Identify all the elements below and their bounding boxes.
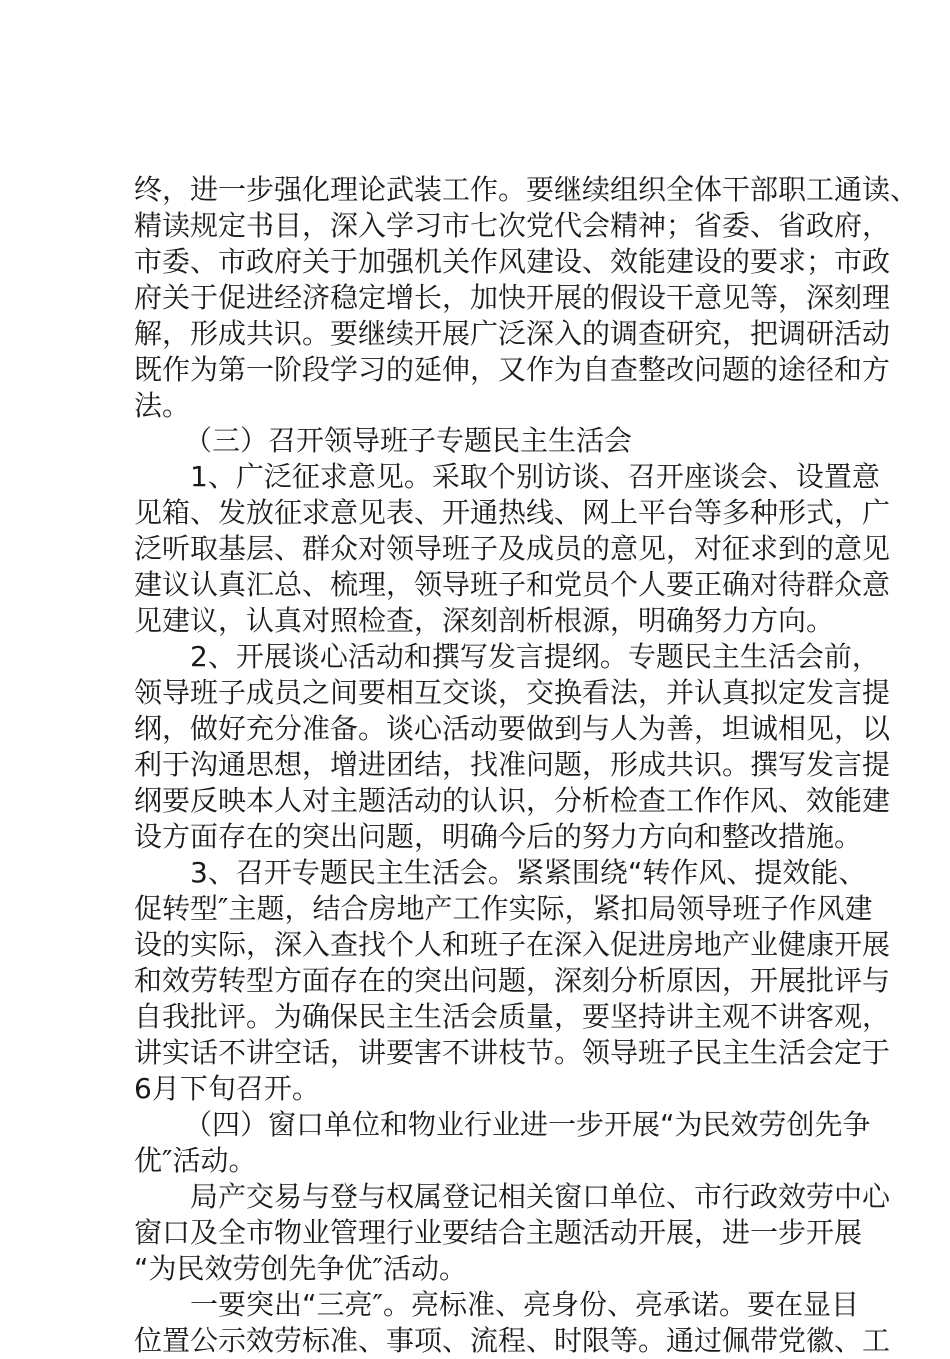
paragraph-line: 解，形成共识。要继续开展广泛深入的调查研究，把调研活动 (134, 317, 891, 350)
paragraph-line: 既作为第一阶段学习的延伸，又作为自查整改问题的途径和方 (134, 353, 891, 386)
paragraph-line: 讲实话不讲空话，讲要害不讲枝节。领导班子民主生活会定于 (134, 1036, 891, 1069)
paragraph-line: 位置公示效劳标准、事项、流程、时限等。通过佩带党徽、工 (134, 1324, 891, 1357)
paragraph-line: 6月下旬召开。 (134, 1072, 320, 1105)
paragraph-line: 2、开展谈心活动和撰写发言提纲。专题民主生活会前， (190, 640, 880, 673)
paragraph-line: 一要突出“三亮″。亮标准、亮身份、亮承诺。要在显目 (190, 1288, 859, 1321)
paragraph-line: 设方面存在的突出问题，明确今后的努力方向和整改措施。 (134, 820, 863, 853)
paragraph-line: 终，进一步强化理论武装工作。要继续组织全体干部职工通读、 (134, 173, 919, 206)
paragraph-line: 1、广泛征求意见。采取个别访谈、召开座谈会、设置意 (190, 460, 880, 493)
paragraph-line: 局产交易与登与权属登记相关窗口单位、市行政效劳中心 (190, 1180, 891, 1213)
paragraph-line: 领导班子成员之间要相互交谈，交换看法，并认真拟定发言提 (134, 676, 891, 709)
paragraph-line: 促转型″主题，结合房地产工作实际，紧扣局领导班子作风建 (134, 892, 873, 925)
paragraph-line: 精读规定书目，深入学习市七次党代会精神；省委、省政府， (134, 209, 891, 242)
paragraph-line: 纲要反映本人对主题活动的认识，分析检查工作作风、效能建 (134, 784, 891, 817)
paragraph-line: 府关于促进经济稳定增长，加快开展的假设干意见等，深刻理 (134, 281, 891, 314)
paragraph-line: 建议认真汇总、梳理，领导班子和党员个人要正确对待群众意 (134, 568, 891, 601)
paragraph-line: 泛听取基层、群众对领导班子及成员的意见，对征求到的意见 (134, 532, 891, 565)
paragraph-line: 设的实际，深入查找个人和班子在深入促进房地产业健康开展 (134, 928, 891, 961)
paragraph-line: 窗口及全市物业管理行业要结合主题活动开展，进一步开展 (134, 1216, 863, 1249)
paragraph-line: 法。 (134, 389, 191, 422)
section-heading-continued: 优″活动。 (134, 1144, 257, 1177)
paragraph-line: “为民效劳创先争优″活动。 (134, 1252, 467, 1285)
paragraph-line: 见建议，认真对照检查，深刻剖析根源，明确努力方向。 (134, 604, 835, 637)
section-heading: （四）窗口单位和物业行业进一步开展“为民效劳创先争 (184, 1108, 871, 1141)
paragraph-line: 3、召开专题民主生活会。紧紧围绕“转作风、提效能、 (190, 856, 867, 889)
section-heading: （三）召开领导班子专题民主生活会 (184, 424, 633, 457)
paragraph-line: 利于沟通思想，增进团结，找准问题，形成共识。撰写发言提 (134, 748, 891, 781)
paragraph-line: 见箱、发放征求意见表、开通热线、网上平台等多种形式，广 (134, 496, 891, 529)
paragraph-line: 纲，做好充分准备。谈心活动要做到与人为善，坦诚相见，以 (134, 712, 891, 745)
paragraph-line: 市委、市政府关于加强机关作风建设、效能建设的要求；市政 (134, 245, 891, 278)
paragraph-line: 和效劳转型方面存在的突出问题，深刻分析原因，开展批评与 (134, 964, 891, 997)
paragraph-line: 自我批评。为确保民主生活会质量，要坚持讲主观不讲客观， (134, 1000, 891, 1033)
